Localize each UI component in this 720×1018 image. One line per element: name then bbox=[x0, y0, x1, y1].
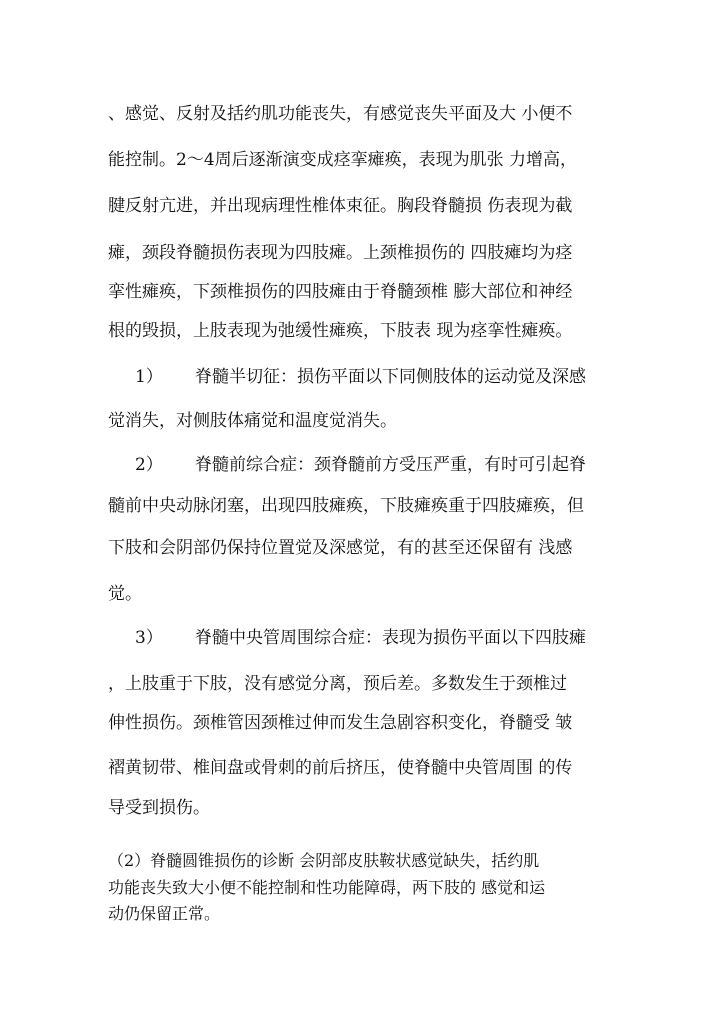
paragraph-line: 腱反射亢进，并出现病理性椎体束征。胸段脊髓损 伤表现为截 bbox=[108, 196, 573, 216]
paragraph-line: 根的毁损，上肢表现为弛缓性瘫痪，下肢表 现为痉挛性瘫痪。 bbox=[108, 321, 573, 341]
paragraph-line: 觉消失，对侧肢体痛觉和温度觉消失。 bbox=[108, 411, 397, 431]
list-item-1 bbox=[135, 367, 645, 387]
paragraph-line: 褶黄韧带、椎间盘或骨刺的前后挤压，使脊髓中央管周围 的传 bbox=[108, 758, 573, 778]
paragraph-line: 下肢和会阴部仍保持位置觉及深感觉，有的甚至还保留有 浅感 bbox=[108, 538, 573, 558]
list-item-number: 2） bbox=[135, 455, 163, 475]
paragraph-line: 导受到损伤。 bbox=[108, 798, 210, 818]
paragraph-line: 觉。 bbox=[108, 584, 142, 604]
paragraph-line: 功能丧失致大小便不能控制和性功能障碍，两下肢的 感觉和运 bbox=[108, 878, 546, 897]
list-item-2 bbox=[135, 455, 645, 475]
paragraph-line: 能控制。2～4周后逐渐演变成痉挛瘫痪，表现为肌张 力增高， bbox=[108, 150, 578, 170]
paragraph-line: ，上肢重于下肢，没有感觉分离，预后差。多数发生于颈椎过 bbox=[108, 674, 567, 694]
list-item-number: 1） bbox=[135, 367, 163, 387]
list-item-text: 脊髓中央管周围综合症：表现为损伤平面以下四肢瘫 bbox=[195, 628, 586, 648]
paragraph-line: 挛性瘫痪，下颈椎损伤的四肢瘫由于脊髓颈椎 膨大部位和神经 bbox=[108, 282, 573, 302]
paragraph-line: 伸性损伤。颈椎管因颈椎过伸而发生急剧容积变化，脊髓受 皱 bbox=[108, 713, 573, 733]
list-item-3 bbox=[135, 628, 645, 648]
list-item-number: 3） bbox=[135, 628, 163, 648]
paragraph-line: 动仍保留正常。 bbox=[108, 904, 221, 923]
list-item-text: 脊髓前综合症：颈脊髓前方受压严重，有时可引起脊 bbox=[195, 455, 586, 475]
paragraph-line: （2）脊髓圆锥损伤的诊断 会阴部皮肤鞍状感觉缺失，括约肌 bbox=[108, 851, 540, 870]
paragraph-line: 瘫，颈段脊髓损伤表现为四肢瘫。上颈椎损伤的 四肢瘫均为痉 bbox=[108, 243, 573, 263]
paragraph-line: 、感觉、反射及括约肌功能丧失，有感觉丧失平面及大 小便不 bbox=[108, 104, 573, 124]
paragraph-line: 髓前中央动脉闭塞，出现四肢瘫痪，下肢瘫痪重于四肢瘫痪，但 bbox=[108, 496, 584, 516]
list-item-text: 脊髓半切征：损伤平面以下同侧肢体的运动觉及深感 bbox=[195, 367, 586, 387]
